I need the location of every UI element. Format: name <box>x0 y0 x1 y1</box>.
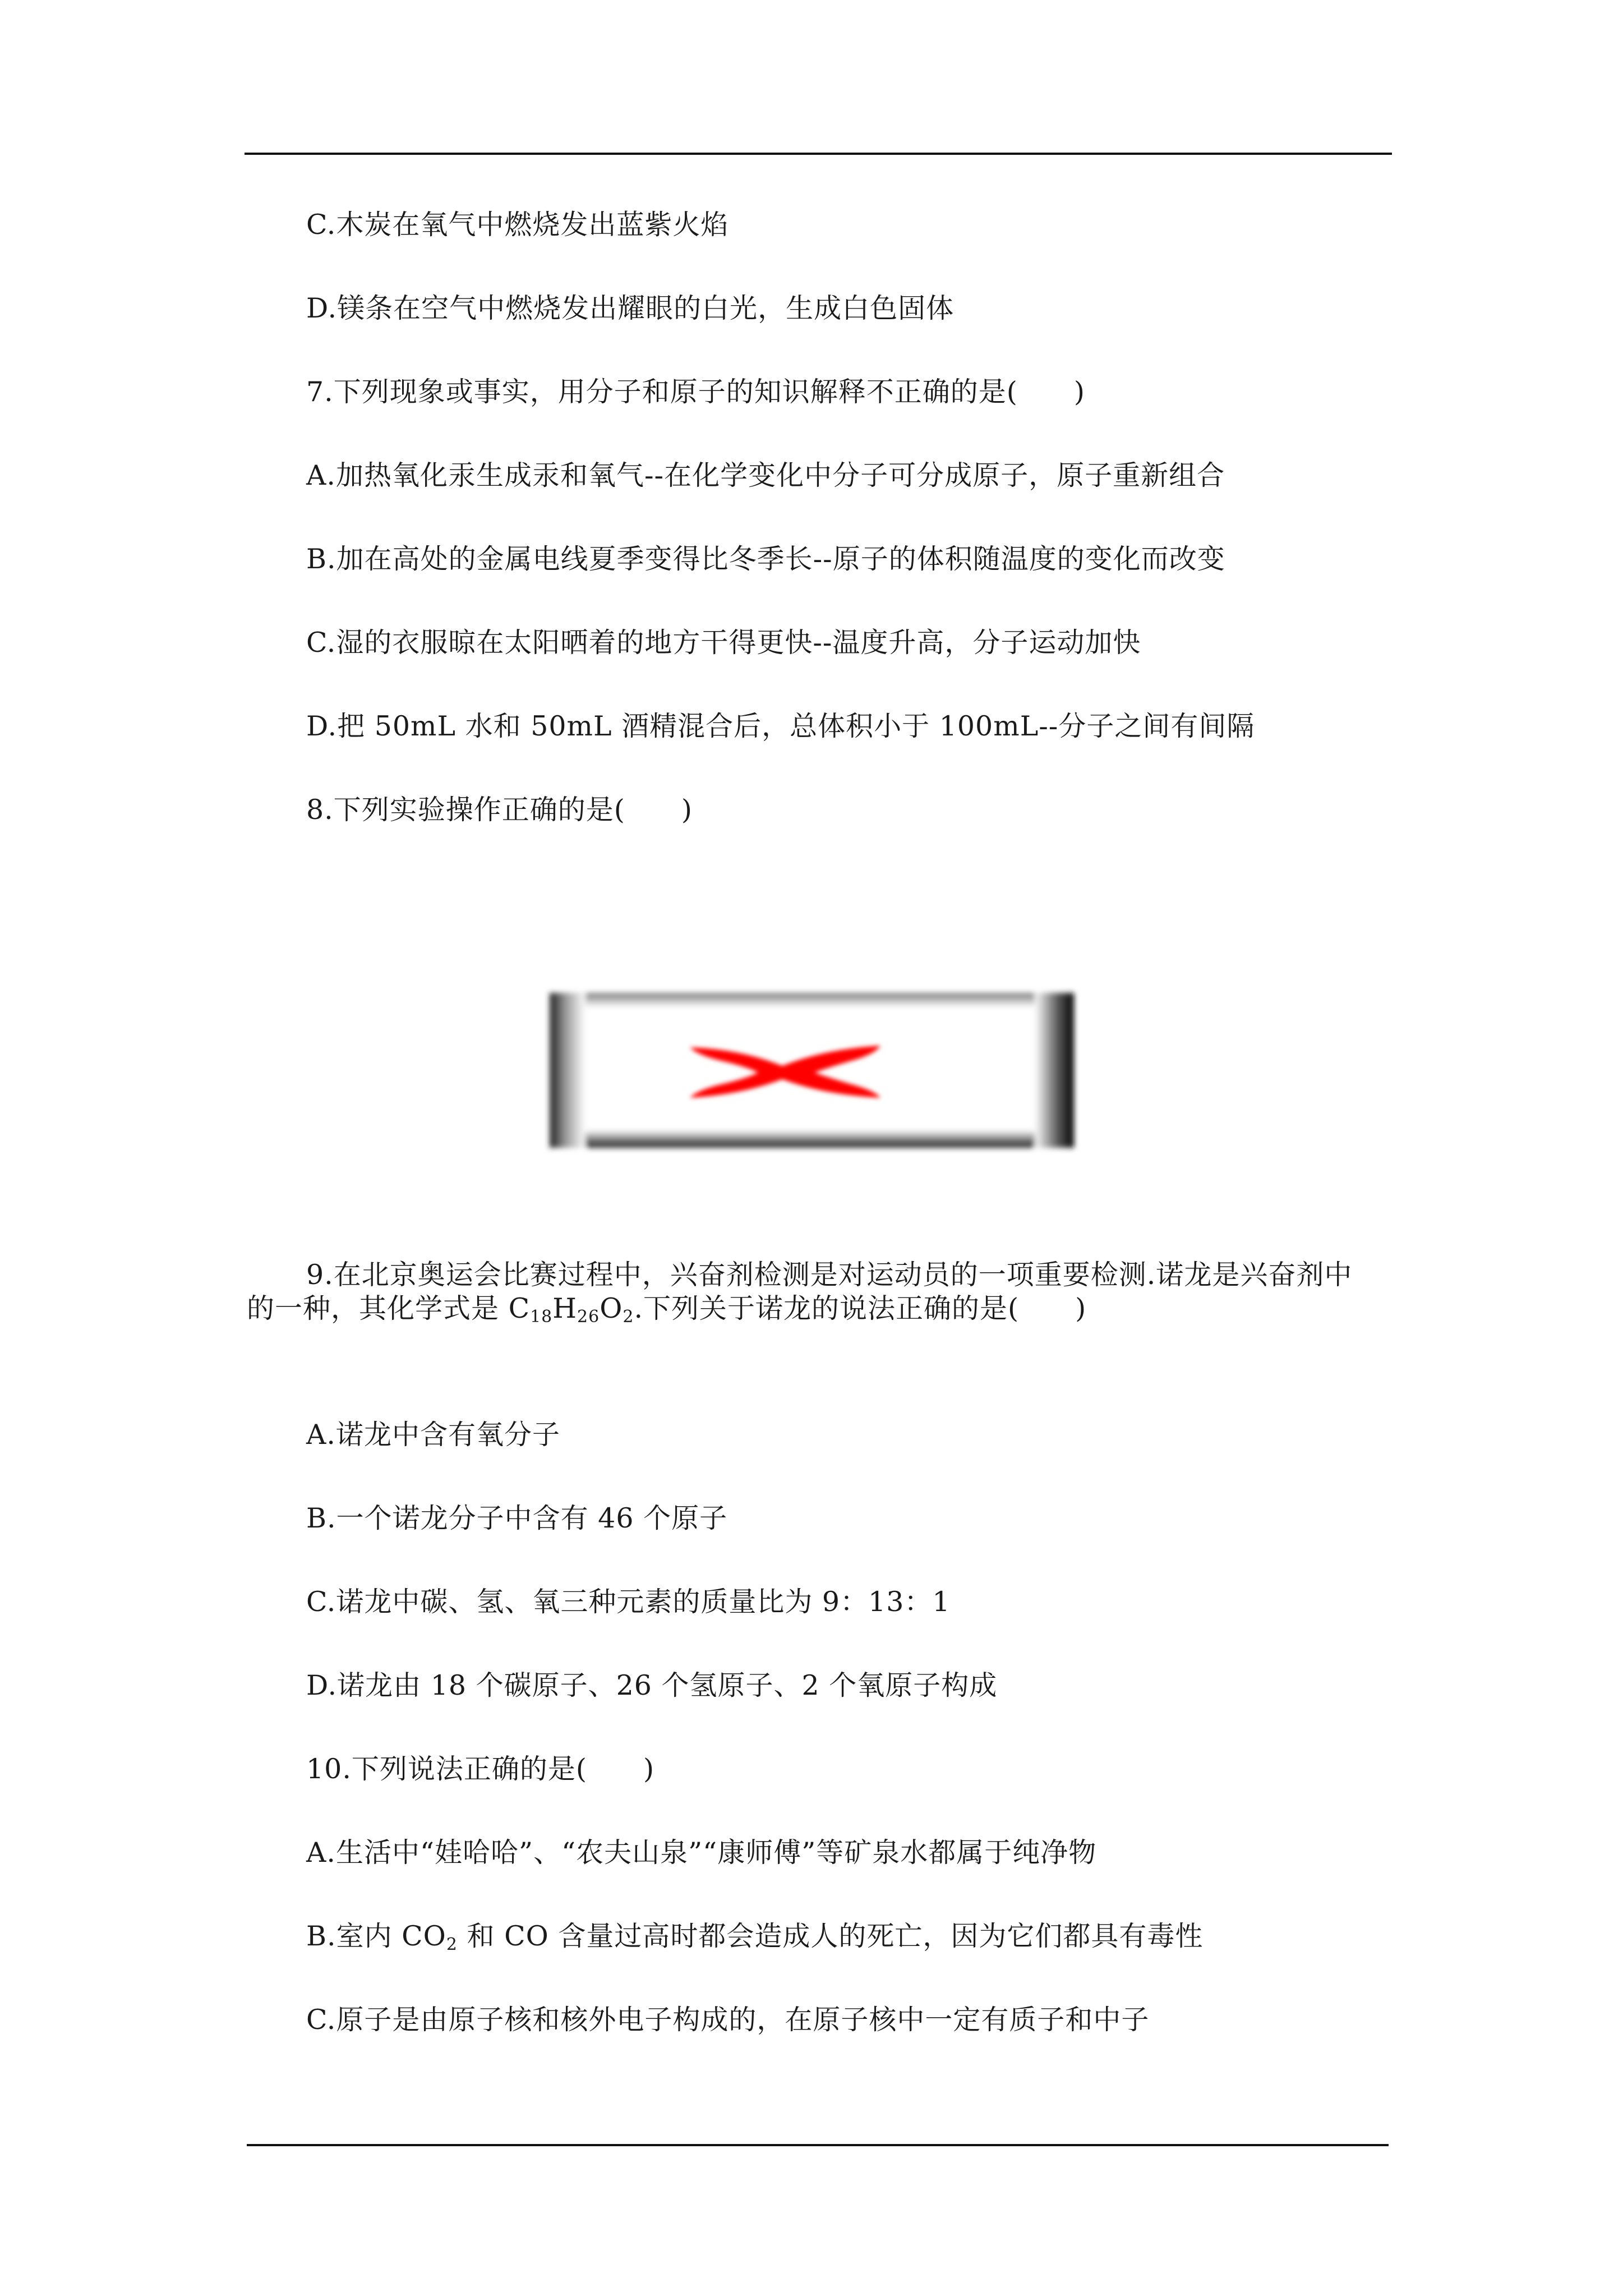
formula-o: O <box>600 1292 623 1324</box>
option-7a: A.加热氧化汞生成汞和氧气--在化学变化中分子可分成原子，原子重新组合 <box>306 459 1225 491</box>
header-rule <box>245 153 1392 155</box>
option-7c: C.湿的衣服晾在太阳晒着的地方干得更快--温度升高，分子运动加快 <box>306 627 1141 659</box>
question-9-line-1: 9.在北京奥运会比赛过程中，兴奋剂检测是对运动员的一项重要检测.诺龙是兴奋剂中 <box>306 1259 1353 1291</box>
formula-co2: CO <box>402 1920 446 1952</box>
formula-h: H <box>552 1292 577 1324</box>
question-7: 7.下列现象或事实，用分子和原子的知识解释不正确的是( ) <box>306 376 1085 408</box>
formula-c: C <box>508 1292 531 1324</box>
option-9d: D.诺龙由 18 个碳原子、26 个氢原子、2 个氧原子构成 <box>306 1669 998 1701</box>
question-9 <box>247 1258 1391 1326</box>
footer-rule <box>247 2144 1389 2146</box>
option-10b: B.室内 $CO_2$ 和 CO 含量过高时都会造成人的死亡，因为它们都具有毒性 <box>306 1920 1204 1954</box>
option-9a: A.诺龙中含有氧分子 <box>306 1419 560 1451</box>
option-7d: D.把 50mL 水和 50mL 酒精混合后，总体积小于 100mL--分子之间有间隔 <box>306 710 1255 742</box>
option-6c: C.木炭在氧气中燃烧发出蓝紫火焰 <box>306 209 729 241</box>
question-10: 10.下列说法正确的是( ) <box>306 1753 655 1785</box>
option-10a: A.生活中“娃哈哈”、“农夫山泉”“康师傅”等矿泉水都属于纯净物 <box>306 1837 1097 1869</box>
option-9c: C.诺龙中碳、氢、氧三种元素的质量比为 9：13：1 <box>306 1586 951 1618</box>
option-10c: C.原子是由原子核和核外电子构成的，在原子核中一定有质子和中子 <box>306 2004 1150 2036</box>
option-9b: B.一个诺龙分子中含有 46 个原子 <box>306 1502 728 1534</box>
question-8: 8.下列实验操作正确的是( ) <box>306 794 693 826</box>
option-6d: D.镁条在空气中燃烧发出耀眼的白光，生成白色固体 <box>306 292 955 324</box>
question-9-line-2: 的一种，其化学式是 $C_{18}H_{26}O_2$.下列关于诺龙的说法正确的是( ) <box>247 1292 1087 1327</box>
broken-image-placeholder <box>538 983 1094 1157</box>
option-7b: B.加在高处的金属电线夏季变得比冬季长--原子的体积随温度的变化而改变 <box>306 543 1225 575</box>
